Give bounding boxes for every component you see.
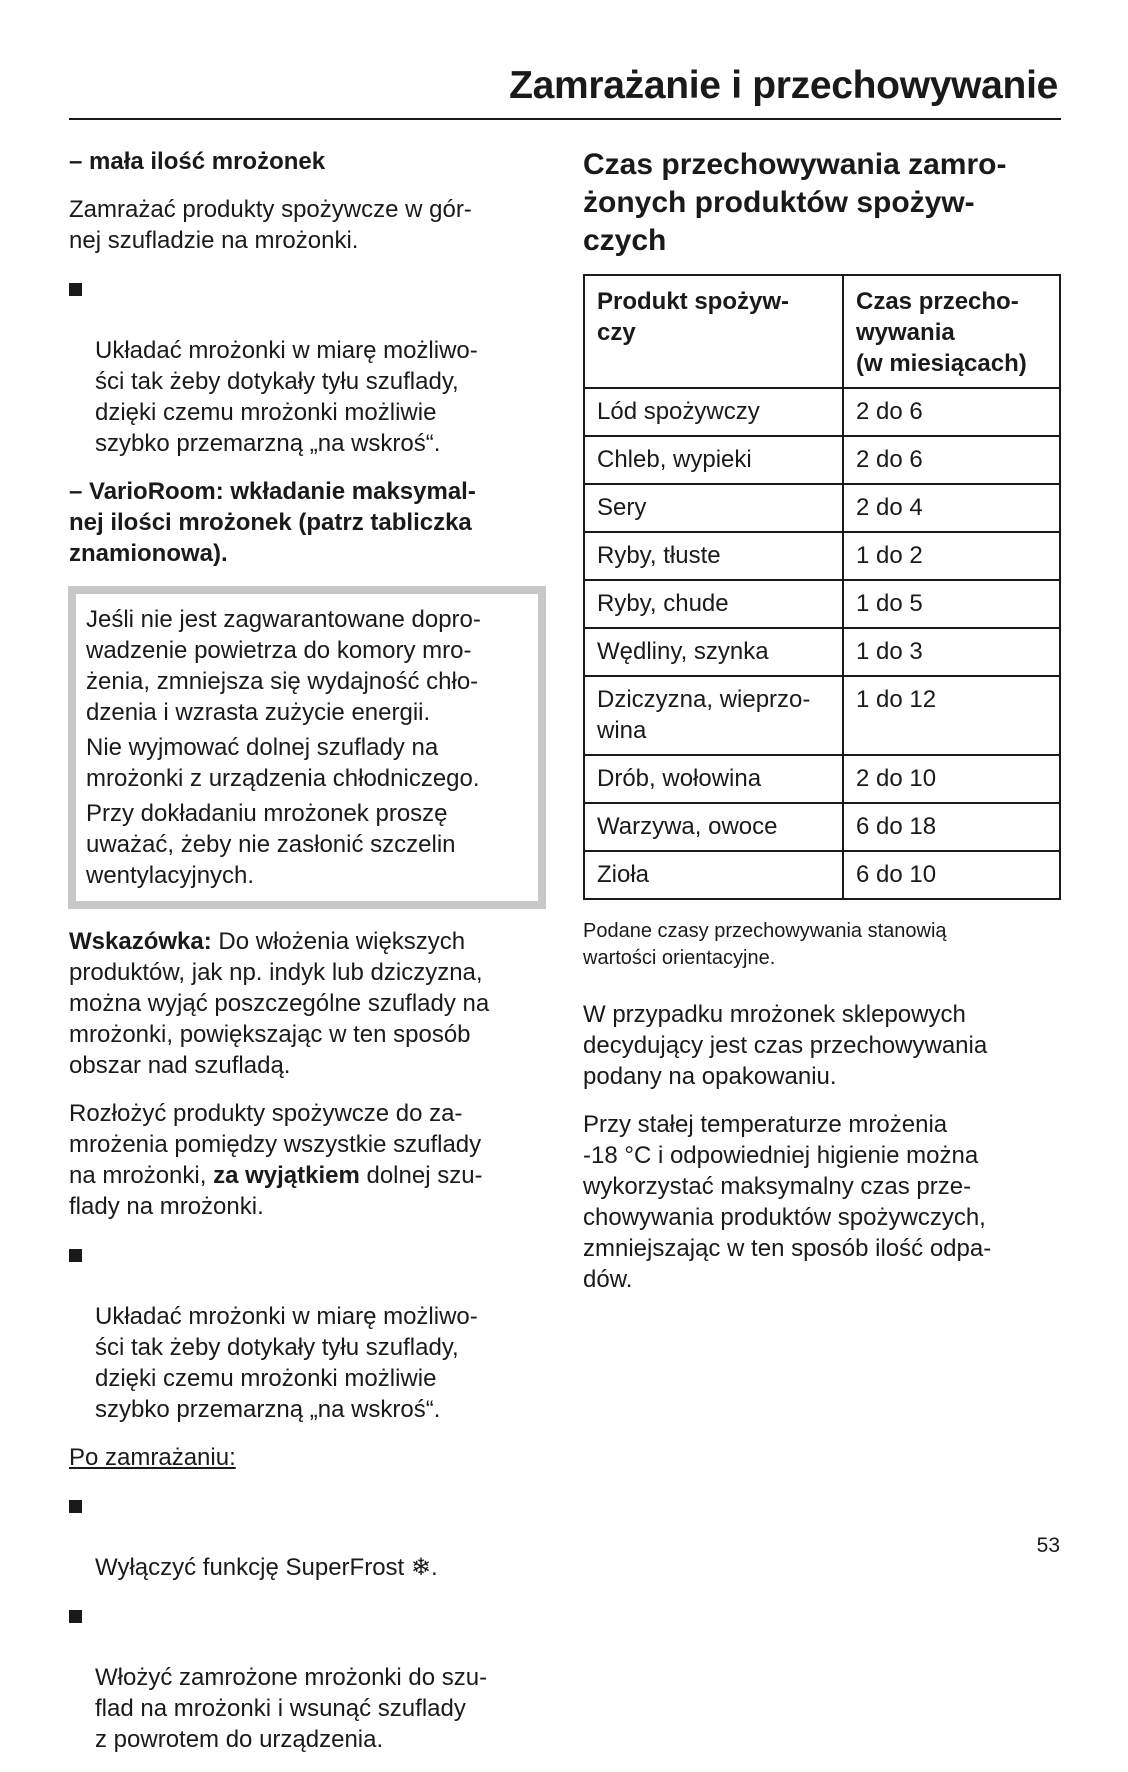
product-cell: Ryby, tłuste — [584, 532, 843, 580]
product-cell: Zioła — [584, 851, 843, 899]
product-cell: Warzywa, owoce — [584, 803, 843, 851]
list-item — [69, 1490, 539, 1583]
warning-paragraph: Nie wyjmować dolnej szuflady na mrożonki z urządzenia chłodniczego. — [86, 734, 480, 792]
time-cell: 2 do 6 — [843, 436, 1060, 484]
distribute-text-end: dolnej szu- flady na mrożonki. — [69, 1162, 483, 1220]
tip-label: Wskazówka: — [69, 928, 212, 955]
table-row — [584, 803, 1060, 851]
table-row — [584, 436, 1060, 484]
table-row — [584, 755, 1060, 803]
table-header-row — [584, 275, 1060, 388]
list-item — [69, 1600, 539, 1755]
small-quantity-heading: – mała ilość mrożonek — [69, 148, 326, 175]
left-column — [69, 146, 539, 1772]
table-row — [584, 532, 1060, 580]
time-cell: 1 do 2 — [843, 532, 1060, 580]
small-quantity-paragraph: Zamrażać produkty spożywcze w gór- nej szufladzie na mrożonki. — [69, 196, 472, 254]
table-row — [584, 628, 1060, 676]
bullet-square-icon — [69, 1500, 82, 1513]
time-cell: 1 do 12 — [843, 676, 1060, 755]
storage-time-table — [583, 274, 1061, 900]
product-cell: Drób, wołowina — [584, 755, 843, 803]
distribute-text-start: Rozłożyć produkty spożywcze do za- mrożenia pomiędzy wszystkie szuflady na mrożonki, — [69, 1100, 482, 1189]
time-cell: 6 do 18 — [843, 803, 1060, 851]
time-cell: 2 do 4 — [843, 484, 1060, 532]
bullet-text: Układać mrożonki w miarę możliwo- ści tak żeby dotykały tyłu szuflady, dzięki czemu mrożonki możliwie szybko przemarzną „na wskroś“. — [95, 1303, 478, 1423]
time-cell: 1 do 5 — [843, 580, 1060, 628]
store-bought-paragraph: W przypadku mrożonek sklepowych decydujący jest czas przechowywania podany na opakowaniu. — [583, 1001, 988, 1090]
bullet-text: Układać mrożonki w miarę możliwo- ści tak żeby dotykały tyłu szuflady, dzięki czemu mrożonki możliwie szybko przemarzną „na wskroś“. — [95, 337, 478, 457]
product-cell: Dziczyzna, wieprzo- wina — [584, 676, 843, 755]
varioroom-heading: – VarioRoom: wkładanie maksymal- nej ilości mrożonek (patrz tabliczka znamionowa). — [69, 478, 476, 567]
warning-paragraph: Przy dokładaniu mrożonek proszę uważać, żeby nie zasłonić szczelin wentylacyjnych. — [86, 800, 456, 889]
table-row — [584, 580, 1060, 628]
time-cell: 1 do 3 — [843, 628, 1060, 676]
bullet-text: Wyłączyć funkcję SuperFrost ❄. — [95, 1554, 438, 1581]
warning-paragraph: Jeśli nie jest zagwarantowane dopro- wadzenie powietrza do komory mro- żenia, zmniejsza się wydajność chło- dzenia i wzrasta zużycie energii. — [86, 606, 481, 726]
bullet-square-icon — [69, 1610, 82, 1623]
warning-box — [68, 586, 546, 909]
time-cell: 2 do 10 — [843, 755, 1060, 803]
distribute-paragraph — [69, 1098, 539, 1222]
page-number: 53 — [1036, 1534, 1060, 1557]
product-cell: Sery — [584, 484, 843, 532]
time-cell: 2 do 6 — [843, 388, 1060, 436]
product-cell: Wędliny, szynka — [584, 628, 843, 676]
after-freezing-heading: Po zamrażaniu: — [69, 1444, 236, 1471]
list-item — [69, 273, 539, 459]
list-item — [69, 1239, 539, 1425]
product-cell: Ryby, chude — [584, 580, 843, 628]
table-note: Podane czasy przechowywania stanowią wartości orientacyjne. — [583, 920, 947, 969]
table-row — [584, 676, 1060, 755]
temperature-paragraph: Przy stałej temperaturze mrożenia -18 °C i odpowiedniej higienie można wykorzystać maksymalny czas prze- chowywania produktów spożywczych, zmniejszając w ten sposób ilość odpa- dów. — [583, 1111, 992, 1293]
product-cell: Lód spożywczy — [584, 388, 843, 436]
bullet-square-icon — [69, 283, 82, 296]
time-cell: 6 do 10 — [843, 851, 1060, 899]
distribute-emphasis: za wyjątkiem — [213, 1162, 360, 1189]
table-row — [584, 851, 1060, 899]
right-column — [583, 146, 1061, 1312]
title-rule — [69, 118, 1061, 120]
table-row — [584, 388, 1060, 436]
bullet-text: Włożyć zamrożone mrożonki do szu- flad na mrożonki i wsunąć szuflady z powrotem do urządzenia. — [95, 1664, 488, 1753]
storage-time-heading: Czas przechowywania zamro- żonych produktów spożyw- czych — [583, 148, 1007, 257]
tip-paragraph — [69, 926, 539, 1081]
bullet-square-icon — [69, 1249, 82, 1262]
table-row — [584, 484, 1060, 532]
tip-text: Do włożenia większych produktów, jak np. indyk lub dziczyzna, można wyjąć poszczególne szuflady na mrożonki, powiększając w ten sposób obszar nad szufladą. — [69, 928, 490, 1079]
column-header-storage-time: Czas przecho- wywania (w miesiącach) — [843, 275, 1060, 388]
page-title: Zamrażanie i przechowywanie — [509, 64, 1058, 107]
column-header-product: Produkt spożyw- czy — [584, 275, 843, 388]
product-cell: Chleb, wypieki — [584, 436, 843, 484]
